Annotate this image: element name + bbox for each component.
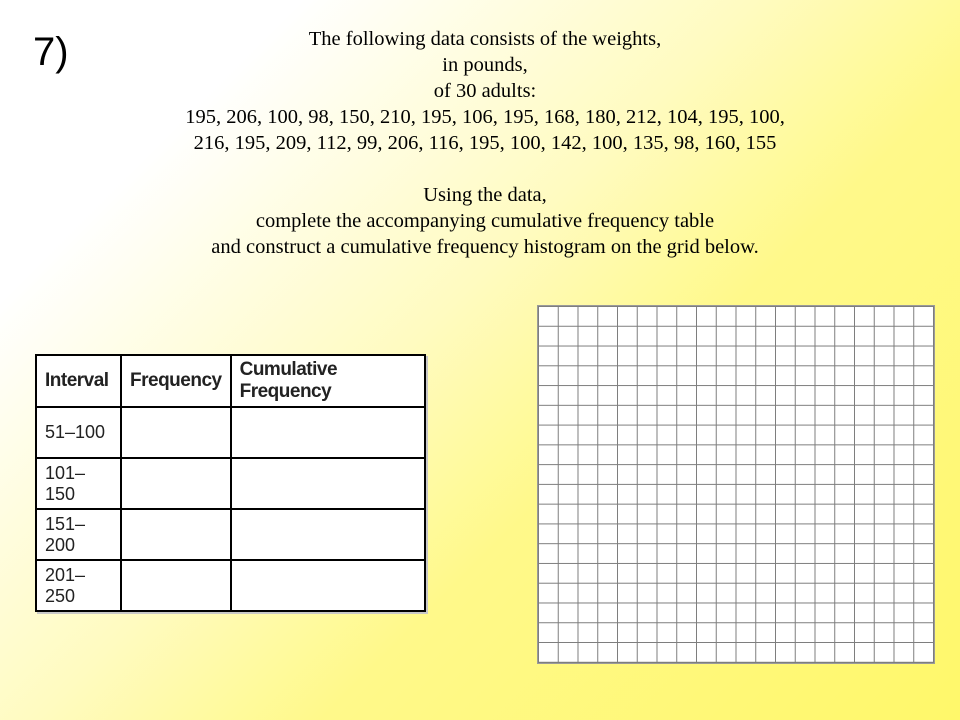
frequency-cell[interactable] [121,560,231,611]
instruction-line-2: complete the accompanying cumulative frequency table [255,210,715,232]
data-values-line-2: 216, 195, 209, 112, 99, 206, 116, 195, 100, 142, 100, 135, 98, 160, 155 [193,132,777,154]
table-row [36,560,425,611]
problem-number: 7) [33,30,69,74]
interval-cell: 151–200 [36,509,121,560]
problem-line-3: of 30 adults: [433,80,537,102]
interval-cell: 201–250 [36,560,121,611]
instruction-line-1: Using the data, [423,184,547,206]
interval-cell: 101–150 [36,458,121,509]
table-header-row [36,355,425,407]
problem-statement [60,26,910,260]
instruction-line-3: and construct a cumulative frequency histogram on the grid below. [211,236,759,258]
interval-cell: 51–100 [36,407,121,458]
cumulative-cell[interactable] [231,407,425,458]
cumulative-cell[interactable] [231,509,425,560]
problem-line-2: in pounds, [442,54,528,76]
problem-line-1: The following data consists of the weights, [308,28,662,50]
cumulative-frequency-table [35,354,426,612]
spacer [60,156,910,182]
header-frequency: Frequency [121,355,231,407]
table-row [36,509,425,560]
cumulative-cell[interactable] [231,458,425,509]
frequency-cell[interactable] [121,407,231,458]
histogram-grid [538,306,934,663]
data-values-line-1: 195, 206, 100, 98, 150, 210, 195, 106, 195, 168, 180, 212, 104, 195, 100, [185,106,785,128]
header-cumulative-frequency: Cumulative Frequency [231,355,425,407]
table-row [36,407,425,458]
frequency-cell[interactable] [121,458,231,509]
header-interval: Interval [36,355,121,407]
cumulative-cell[interactable] [231,560,425,611]
frequency-cell[interactable] [121,509,231,560]
table-row [36,458,425,509]
